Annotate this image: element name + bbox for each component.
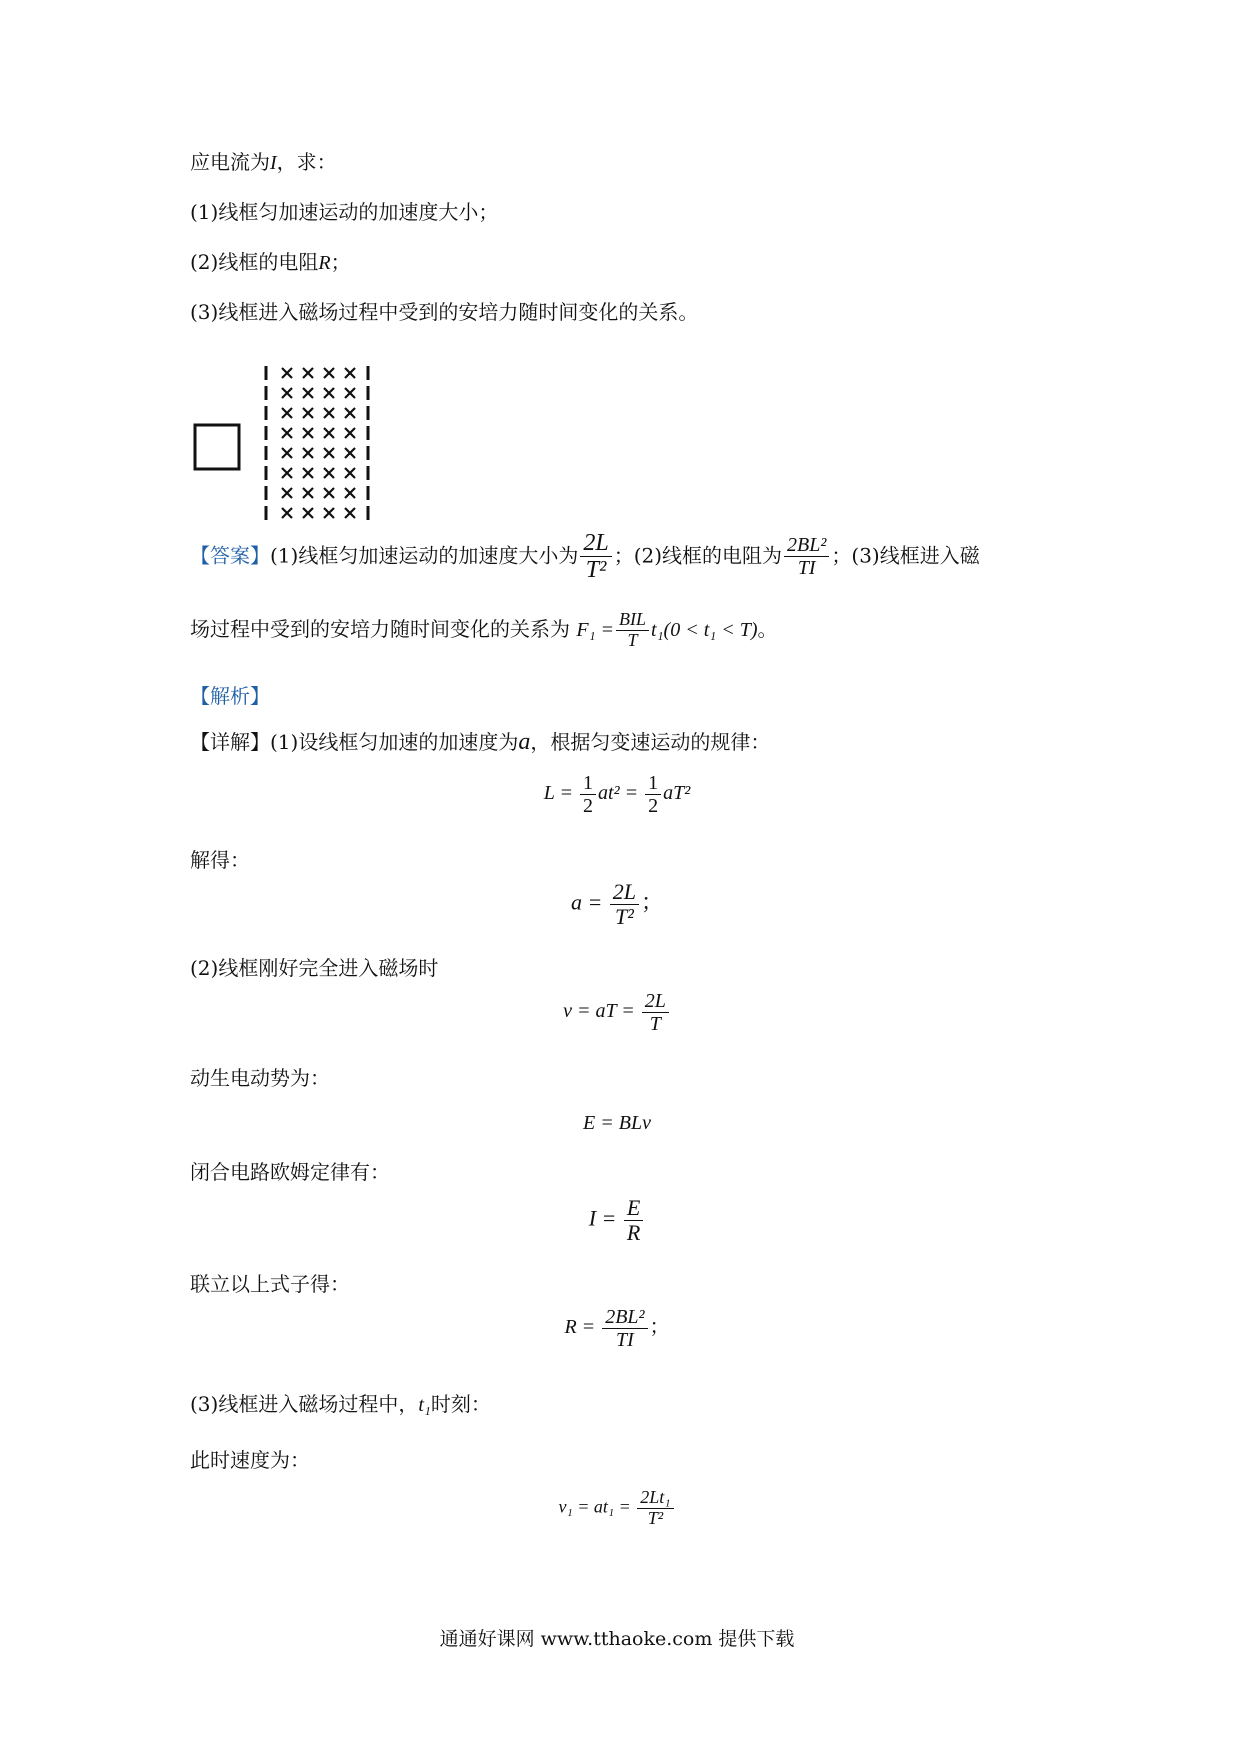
detail-line-7: 此时速度为： — [190, 1448, 310, 1472]
eq1-frac-a: $\frac{1}{2}$ — [580, 772, 596, 817]
square-loop — [195, 425, 239, 469]
answer-fraction-2: $\frac{\text{2BL²}}{TI}$ — [784, 534, 829, 579]
detail-line-5: 联立以上式子得： — [190, 1272, 350, 1296]
detail-line-6: (3)线框进入磁场过程中，t₁时刻： — [190, 1392, 491, 1416]
detail-line-1: 【详解】(1)设线框匀加速的加速度为a，根据匀变速运动的规律： — [190, 729, 771, 755]
detail-line-3: 动生电动势为： — [190, 1066, 330, 1090]
detail-jiede: 解得： — [190, 848, 250, 872]
question-3: (3)线框进入磁场过程中受到的安培力随时间变化的关系。 — [190, 300, 699, 324]
answer-tag: 【答案】 — [190, 543, 270, 568]
eq7-frac: $\frac{\text{2Lt₁}}{\text{T²}}$ — [637, 1488, 673, 1529]
figure-loop-and-field — [190, 360, 390, 530]
equation-1: L = $\frac{1}{2}$ at² = $\frac{1}{2}$ aT² — [543, 772, 691, 817]
detail-line-2: (2)线框刚好完全进入磁场时 — [190, 956, 439, 980]
eq3-frac: $\frac{2L}{T}$ — [642, 990, 669, 1035]
problem-line-1: 应电流为I，求： — [190, 150, 337, 174]
question-1: (1)线框匀加速运动的加速度大小； — [190, 200, 499, 224]
answer-fraction-1: $\frac{2L}{\text{T²}}$ — [580, 530, 611, 584]
question-2: (2)线框的电阻R； — [190, 250, 351, 274]
eq1-frac-b: $\frac{1}{2}$ — [645, 772, 661, 817]
equation-7: v₁ = at₁ = $\frac{\text{2Lt₁}}{\text{T²}}$ — [0, 1488, 1234, 1529]
equation-4: E = BLv — [583, 1112, 651, 1134]
equation-6: R = $\frac{\text{2BL²}}{TI}$ ； — [564, 1306, 670, 1351]
footer-watermark: 通通好课网 www.tthaoke.com 提供下载 — [439, 1628, 795, 1650]
analysis-tag: 【解析】 — [190, 684, 270, 708]
eq6-frac: $\frac{\text{2BL²}}{TI}$ — [602, 1306, 647, 1351]
eq5-frac: $\frac{E}{R}$ — [624, 1196, 643, 1245]
answer-line-2: 场过程中受到的安培力随时间变化的关系为 F₁ = $\frac{\text{BIL}}{T}$ t₁(0 < t₁ < T)。 — [190, 609, 778, 650]
magnetic-field-crosses — [282, 368, 355, 518]
equation-5: I = $\frac{E}{R}$ — [0, 1196, 1234, 1245]
equation-3: v = aT = $\frac{2L}{T}$ — [0, 990, 1234, 1035]
answer-line-1: 【答案】(1)线框匀加速运动的加速度大小为 $\frac{2L}{\text{T²}}$ ；(2)线框的电阻为 $\frac{\text{2BL²}}{TI}$ ；(3)线框进入磁 — [190, 530, 980, 584]
answer-fraction-3: $\frac{\text{BIL}}{T}$ — [616, 610, 649, 651]
eq2-frac: $\frac{2L}{\text{T²}}$ — [610, 880, 639, 929]
detail-line-4: 闭合电路欧姆定律有： — [190, 1160, 390, 1184]
equation-2: a = $\frac{2L}{\text{T²}}$ ； — [570, 879, 664, 930]
